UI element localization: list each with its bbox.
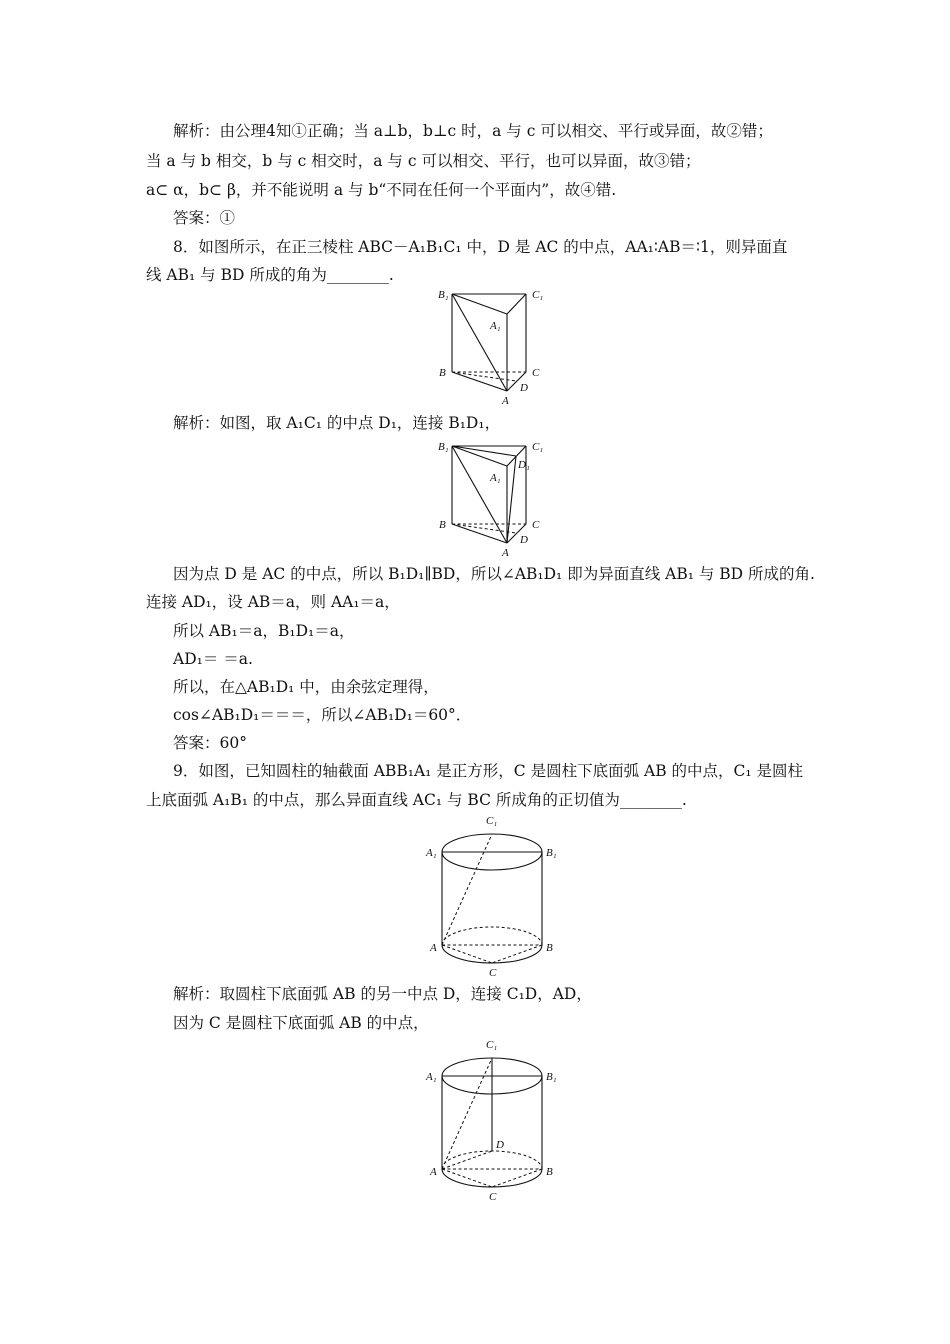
label-A1: A₁ — [490, 472, 501, 484]
label-C1: C₁ — [486, 1039, 498, 1051]
label-B1: B₁ — [438, 289, 449, 301]
q7-analysis-line-3: a⊂ α，b⊂ β，并不能说明 a 与 b“不同在任何一个平面内”，故④错. — [146, 181, 617, 199]
label-C: C — [489, 1191, 497, 1203]
q7-analysis-line-2: 当 a 与 b 相交，b 与 c 相交时，a 与 c 可以相交、平行，也可以异面，故③错； — [146, 152, 701, 170]
q9-cylinder-figure-1 — [420, 806, 570, 982]
label-B: B — [439, 367, 446, 379]
q8-prism-figure-1 — [430, 284, 550, 410]
q8-prism-figure-2 — [430, 436, 550, 562]
label-A: A — [430, 1166, 437, 1178]
q9-stem-line-1: 9．如图，已知圆柱的轴截面 ABB₁A₁ 是正方形，C 是圆柱下底面弧 AB 的中点，C₁ 是圆柱 — [173, 762, 804, 780]
label-B: B — [546, 942, 553, 954]
label-D1: D₁ — [518, 459, 530, 471]
label-B: B — [439, 519, 446, 531]
label-D: D — [520, 382, 528, 394]
q8-solution-line-2: 连接 AD₁，设 AB＝a，则 AA₁＝a， — [146, 593, 400, 611]
q8-solution-line-1: 因为点 D 是 AC 的中点，所以 B₁D₁∥BD，所以∠AB₁D₁ 即为异面直线 AB₁ 与 BD 所成的角. — [173, 565, 815, 583]
label-C1: C₁ — [532, 441, 544, 453]
q8-solution-line-6: cos∠AB₁D₁＝＝＝，所以∠AB₁D₁＝60°． — [173, 706, 472, 724]
label-B1: B₁ — [546, 1071, 557, 1083]
label-D: D — [520, 534, 528, 546]
label-B1: B₁ — [438, 441, 449, 453]
q8-stem-line-2: 线 AB₁ 与 BD 所成的角为________. — [146, 266, 394, 284]
q8-answer: 答案：60° — [173, 734, 247, 752]
q9-stem-line-2: 上底面弧 A₁B₁ 的中点，那么异面直线 AC₁ 与 BC 所成角的正切值为________. — [146, 791, 687, 809]
label-B1: B₁ — [546, 847, 557, 859]
label-C: C — [532, 367, 540, 379]
q9-analysis-line-2: 因为 C 是圆柱下底面弧 AB 的中点， — [173, 1014, 429, 1032]
label-C: C — [532, 519, 540, 531]
label-A: A — [430, 942, 437, 954]
q9-analysis-line-1: 解析：取圆柱下底面弧 AB 的另一中点 D，连接 C₁D，AD， — [173, 985, 592, 1003]
label-D: D — [496, 1139, 504, 1151]
q7-analysis-line-1: 解析：由公理4知①正确；当 a⊥b，b⊥c 时，a 与 c 可以相交、平行或异面，故②错； — [173, 122, 773, 140]
q9-cylinder-figure-2 — [420, 1030, 570, 1206]
q8-solution-line-4: AD₁＝ ＝a. — [173, 650, 253, 668]
label-C1: C₁ — [532, 289, 544, 301]
q8-solution-line-5: 所以，在△AB₁D₁ 中，由余弦定理得， — [173, 678, 439, 696]
label-A: A — [502, 547, 509, 559]
label-C1: C₁ — [486, 815, 498, 827]
label-A: A — [502, 395, 509, 407]
label-B: B — [546, 1166, 553, 1178]
q8-analysis-line-1: 解析：如图，取 A₁C₁ 的中点 D₁，连接 B₁D₁， — [173, 414, 501, 432]
q8-stem-line-1: 8．如图所示，在正三棱柱 ABC－A₁B₁C₁ 中，D 是 AC 的中点，AA₁∶AB＝∶1，则异面直 — [173, 238, 788, 256]
label-A1: A₁ — [490, 320, 501, 332]
label-C: C — [489, 967, 497, 979]
label-A1: A₁ — [426, 1071, 437, 1083]
label-A1: A₁ — [426, 847, 437, 859]
q7-answer: 答案：① — [173, 209, 236, 227]
q8-solution-line-3: 所以 AB₁＝a，B₁D₁＝a， — [173, 622, 355, 640]
